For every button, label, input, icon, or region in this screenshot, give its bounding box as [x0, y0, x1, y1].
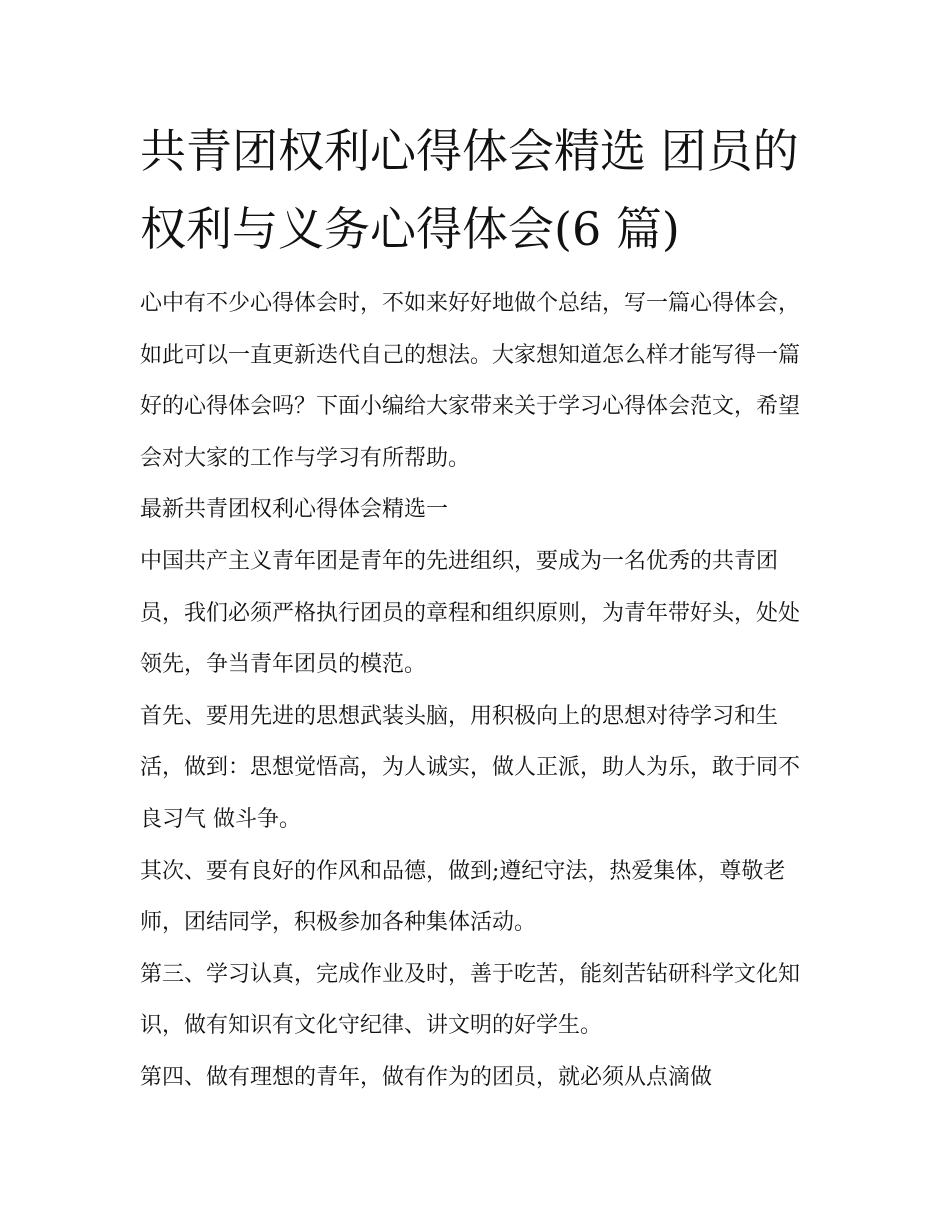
section-heading: 最新共青团权利心得体会精选一: [140, 497, 449, 523]
body-paragraph: 首先、要用先进的思想武装头脑，用积极向上的思想对待学习和生活，做到：思想觉悟高，为人诚实，做人正派，助人为乐，敢于同不良习气 做斗争。: [140, 703, 801, 832]
document-title: 共青团权利心得体会精选 团员的权利与义务心得体会(6 篇): [140, 124, 799, 256]
document-body: [140, 278, 820, 1104]
body-paragraph: 第四、做有理想的青年，做有作为的团员，就必须从点滴做: [140, 1064, 713, 1090]
intro-paragraph: 心中有不少心得体会时，不如来好好地做个总结，写一篇心得体会，如此可以一直更新迭代自己的想法。大家想知道怎么样才能写得一篇好的心得体会吗？下面小编给大家带来关于学习心得体会范文，希望会对大家的工作与学习有所帮助。: [140, 291, 801, 471]
body-paragraph: 第三、学习认真，完成作业及时，善于吃苦，能刻苦钻研科学文化知识，做有知识有文化守纪律、讲文明的好学生。: [140, 961, 801, 1039]
body-paragraph: 其次、要有良好的作风和品德，做到;遵纪守法，热爱集体，尊敬老师，团结同学，积极参加各种集体活动。: [140, 858, 786, 936]
body-paragraph: 中国共产主义青年团是青年的先进组织，要成为一名优秀的共青团员，我们必须严格执行团员的章程和组织原则，为青年带好头，处处领先，争当青年团员的模范。: [140, 548, 801, 678]
